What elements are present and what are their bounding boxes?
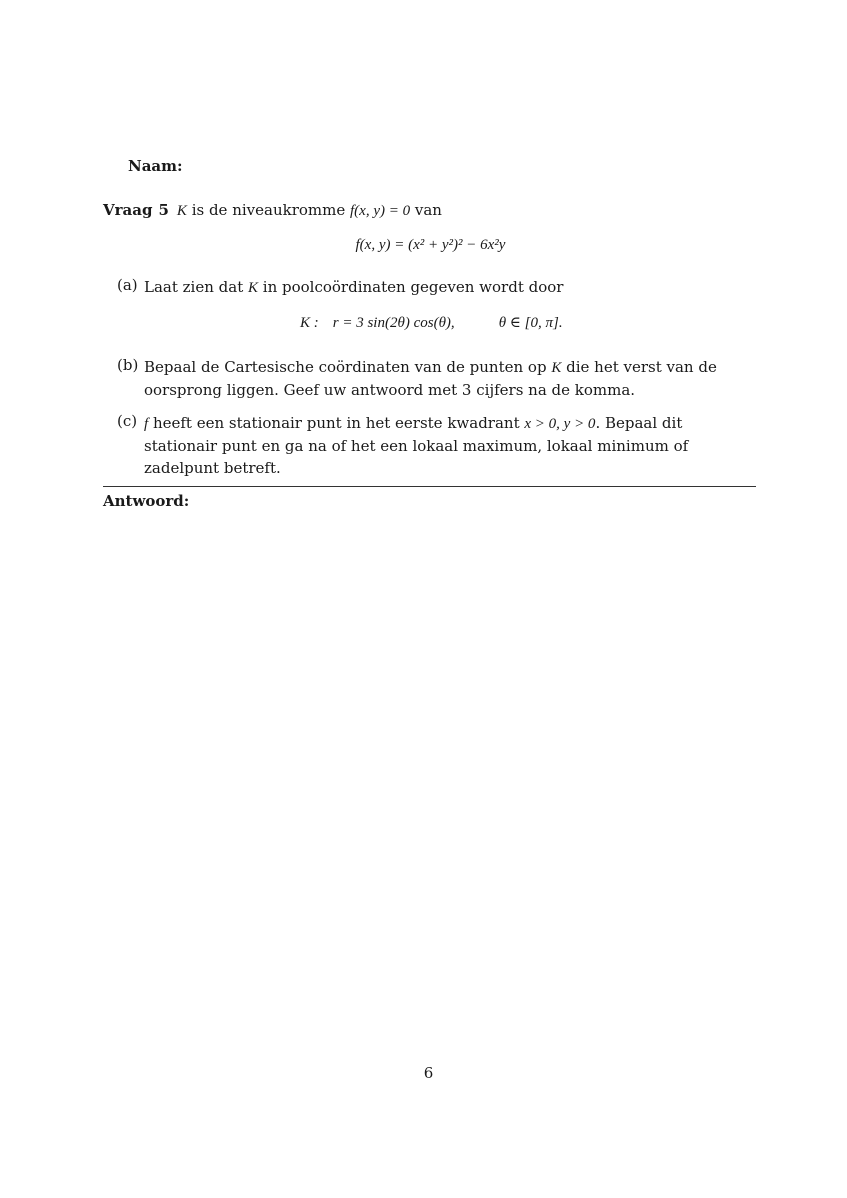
part-b-label: (b): [117, 356, 139, 374]
part-c-text-start: heeft een stationair punt in het eerste kwadrant: [148, 414, 525, 432]
part-c-text: [144, 412, 760, 479]
intro-text-end: van: [410, 201, 442, 219]
polar-equation-lhs: K :: [300, 315, 319, 331]
polar-equation-domain: θ ∈ [0, π].: [498, 315, 563, 331]
part-a-text-start: Laat zien dat: [144, 278, 248, 296]
part-c-text-end: . Bepaal dit stationair punt en ga na of het een lokaal maximum, lokaal minimum of zadelpunt betreft.: [144, 414, 689, 477]
function-equation: f(x, y) = (x² + y²)² − 6x²y: [355, 237, 506, 253]
part-a-text: [144, 276, 563, 299]
question-label: Vraag: [103, 201, 153, 219]
part-b-text: [144, 356, 760, 401]
part-b-text-start: Bepaal de Cartesische coördinaten van de punten op: [144, 358, 552, 376]
question-intro: [103, 201, 442, 220]
curve-variable: K: [176, 203, 187, 219]
level-set-expression: f(x, y) = 0: [350, 203, 411, 219]
part-b-variable: K: [551, 360, 562, 376]
intro-text: is de niveaukromme: [186, 201, 350, 219]
part-b-text-end: die het verst van de oorsprong liggen. Geef uw antwoord met 3 cijfers na de komma.: [144, 358, 717, 399]
polar-equation-formula: r = 3 sin(2θ) cos(θ),: [332, 315, 455, 331]
part-c-condition: x > 0, y > 0: [524, 416, 596, 432]
name-label: Naam:: [128, 157, 183, 175]
polar-equation: [300, 313, 563, 332]
part-a-label: (a): [117, 276, 138, 294]
answer-label: Antwoord:: [103, 492, 190, 510]
page-number: 6: [423, 1064, 434, 1082]
part-a-text-end: in poolcoördinaten gegeven wordt door: [258, 278, 564, 296]
question-number: 5: [158, 201, 169, 219]
part-c-variable: f: [144, 416, 149, 432]
part-a-variable: K: [248, 280, 259, 296]
part-c-label: (c): [117, 412, 138, 430]
divider: [103, 486, 756, 487]
